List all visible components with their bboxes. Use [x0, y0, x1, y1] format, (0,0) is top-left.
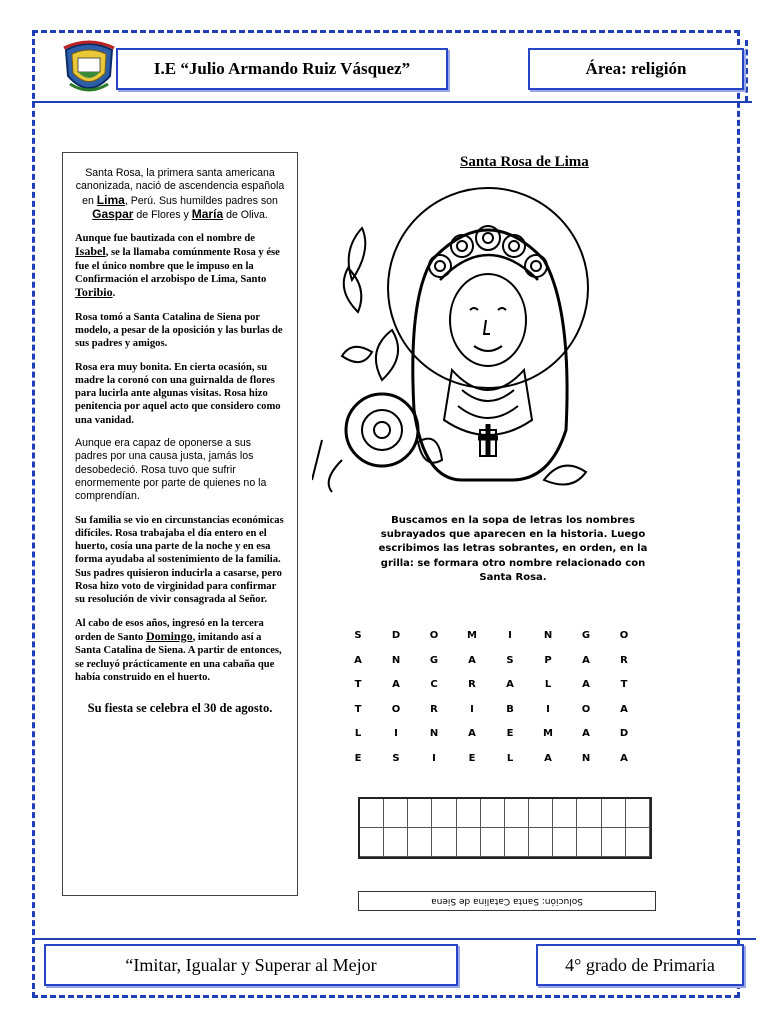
grid-letter: A	[468, 728, 476, 739]
grid-letter: A	[582, 679, 590, 690]
grid-letter: E	[506, 728, 514, 739]
answer-cell[interactable]	[505, 828, 529, 857]
grid-letter: A	[544, 752, 552, 764]
grid-letter: R	[468, 679, 476, 690]
answer-cell[interactable]	[408, 828, 432, 857]
grid-letter: G	[581, 630, 591, 641]
grid-letter: T	[354, 703, 362, 715]
grid-letter: N	[391, 654, 401, 666]
grid-letter: I	[394, 728, 398, 739]
grade-label: 4° grado de Primaria	[565, 954, 715, 975]
story-panel	[62, 152, 298, 896]
answer-cell[interactable]	[529, 799, 553, 828]
solution-upside-down: Solución: Santa Catalina de Siena	[358, 891, 656, 911]
answer-cell[interactable]	[602, 828, 626, 857]
motto-box	[44, 944, 458, 986]
answer-cell[interactable]	[626, 799, 650, 828]
story-paragraph-4: Rosa era muy bonita. En cierta ocasión, su madre la coronó con una guirnalda de flores para lucirla ante algunas visitas. Rosa hizo penitencia por aquel acto que considero como una vanidad.	[75, 361, 281, 426]
story-text: Santa Rosa, la primera santa americana canonizada, nació de ascendencia española en	[75, 167, 285, 207]
story-text: .	[112, 288, 116, 300]
grid-letter: D	[619, 728, 629, 739]
answer-cell[interactable]	[360, 799, 384, 828]
underlined-name: Isabel	[75, 244, 106, 259]
story-paragraph-5: Aunque era capaz de oponerse a sus padres por una causa justa, jamás los desobedeció. Rosa tuvo que sufrir enormemente por parte de quienes no la comprendían.	[75, 437, 267, 503]
grid-letter: L	[544, 679, 552, 690]
grade-box	[536, 944, 744, 986]
answer-grid[interactable]	[358, 797, 652, 859]
underlined-name: Domingo	[145, 628, 193, 643]
answer-cell[interactable]	[360, 828, 384, 857]
answer-cell[interactable]	[481, 828, 505, 857]
answer-cell[interactable]	[457, 799, 481, 828]
grid-letter: C	[430, 679, 438, 690]
grid-letter: S	[506, 654, 514, 666]
story-text: Al cabo de esos años, ingresó en la tercera orden de Santo	[75, 617, 264, 643]
grid-letter: A	[620, 703, 628, 715]
grid-letter: O	[391, 703, 401, 715]
answer-cell[interactable]	[553, 799, 577, 828]
grid-letter: O	[581, 703, 591, 715]
grid-letter: I	[432, 752, 436, 764]
school-name: I.E “Julio Armando Ruiz Vásquez”	[153, 59, 411, 78]
header-divider	[32, 101, 752, 103]
answer-cell[interactable]	[529, 828, 553, 857]
grid-letter: R	[620, 654, 628, 666]
story-text: , se la llamaba comúnmente Rosa y ése fue el único nombre que le impuso en la Confirmación el arzobispo de Lima, Santo	[75, 247, 280, 286]
grid-letter: G	[429, 654, 439, 666]
answer-cell[interactable]	[408, 799, 432, 828]
grid-letter: I	[470, 703, 474, 715]
answer-cell[interactable]	[481, 799, 505, 828]
grid-letter: M	[467, 630, 477, 641]
answer-cell[interactable]	[384, 799, 408, 828]
school-name-box	[116, 48, 448, 90]
story-paragraph-7	[75, 617, 285, 684]
school-motto: “Imitar, Igualar y Superar al Mejor	[125, 954, 377, 975]
answer-cell[interactable]	[432, 828, 456, 857]
word-search-grid	[352, 626, 644, 766]
grid-letter: E	[354, 752, 362, 764]
grid-letter: R	[430, 703, 438, 715]
header-edge	[745, 40, 748, 102]
story-text: de Oliva.	[223, 208, 268, 221]
answer-cell[interactable]	[505, 799, 529, 828]
grid-letter: N	[581, 752, 591, 764]
grid-letter: O	[429, 630, 439, 641]
grid-letter: D	[391, 630, 401, 641]
grid-letter: L	[506, 752, 514, 764]
grid-letter: A	[392, 679, 400, 690]
puzzle-instructions: Buscamos en la sopa de letras los nombres subrayados que aparecen en la historia. Luego escribimos las letras sobrantes, en orden, en la grilla: se formara otro nombre relacionado con Santa Rosa.	[378, 515, 648, 583]
grid-letter: I	[546, 703, 550, 715]
santa-rosa-illustration	[312, 180, 646, 500]
answer-cell[interactable]	[384, 828, 408, 857]
grid-letter: A	[354, 654, 362, 666]
answer-cell[interactable]	[432, 799, 456, 828]
answer-cell[interactable]	[626, 828, 650, 857]
school-crest-logo	[62, 40, 116, 100]
grid-letter: T	[620, 679, 628, 690]
puzzle-title: Santa Rosa de Lima	[460, 154, 589, 170]
underlined-name: Gaspar	[92, 206, 134, 221]
story-paragraph-1	[75, 167, 285, 222]
story-paragraph-2	[75, 232, 285, 300]
grid-letter: T	[354, 679, 362, 690]
grid-letter: E	[468, 752, 476, 764]
story-text: , imitando así a Santa Catalina de Siena. A partir de entonces, se recluyó prácticamente en una cabaña que había construido en el huerto.	[75, 631, 282, 683]
grid-letter: P	[544, 654, 552, 666]
grid-letter: B	[506, 703, 514, 715]
area-label: Área: religión	[585, 59, 687, 78]
grid-letter: A	[582, 654, 590, 666]
underlined-name: Toribio	[75, 285, 113, 300]
grid-letter: N	[543, 630, 553, 641]
grid-letter: M	[543, 728, 553, 739]
grid-letter: A	[620, 752, 628, 764]
footer-divider	[32, 938, 756, 940]
feast-day: Su fiesta se celebra el 30 de agosto.	[87, 701, 273, 716]
answer-cell[interactable]	[577, 799, 601, 828]
answer-cell[interactable]	[577, 828, 601, 857]
underlined-name: Lima	[96, 192, 125, 207]
grid-letter: L	[354, 728, 362, 739]
grid-letter: O	[619, 630, 629, 641]
answer-cell[interactable]	[457, 828, 481, 857]
grid-letter: A	[468, 654, 476, 666]
grid-letter: I	[508, 630, 512, 641]
grid-letter: S	[392, 752, 400, 764]
story-text: Aunque fue bautizada con el nombre de	[75, 233, 255, 245]
grid-letter: A	[582, 728, 590, 739]
grid-letter: S	[354, 630, 362, 641]
grid-letter: N	[429, 728, 439, 739]
story-text: , Perú. Sus humildes padres son	[124, 194, 278, 207]
answer-cell[interactable]	[553, 828, 577, 857]
grid-letter: A	[506, 679, 514, 690]
story-paragraph-6: Su familia se vio en circunstancias económicas difíciles. Rosa trabajaba el día entero en el huerto, cosía una parte de la noche y en esa forma ayudaba al sostenimiento de la familia. Sus padres quisieron inducirla a casarse, pero Rosa hizo voto de virginidad para confirmar su resolución de vivir consagrada al Señor.	[75, 514, 284, 606]
underlined-name: María	[191, 206, 224, 221]
area-box	[528, 48, 744, 90]
story-text: de Flores y	[133, 208, 192, 221]
answer-cell[interactable]	[602, 799, 626, 828]
story-paragraph-3: Rosa tomó a Santa Catalina de Siena por modelo, a pesar de la oposición y las burlas de sus padres y amigos.	[75, 311, 283, 350]
